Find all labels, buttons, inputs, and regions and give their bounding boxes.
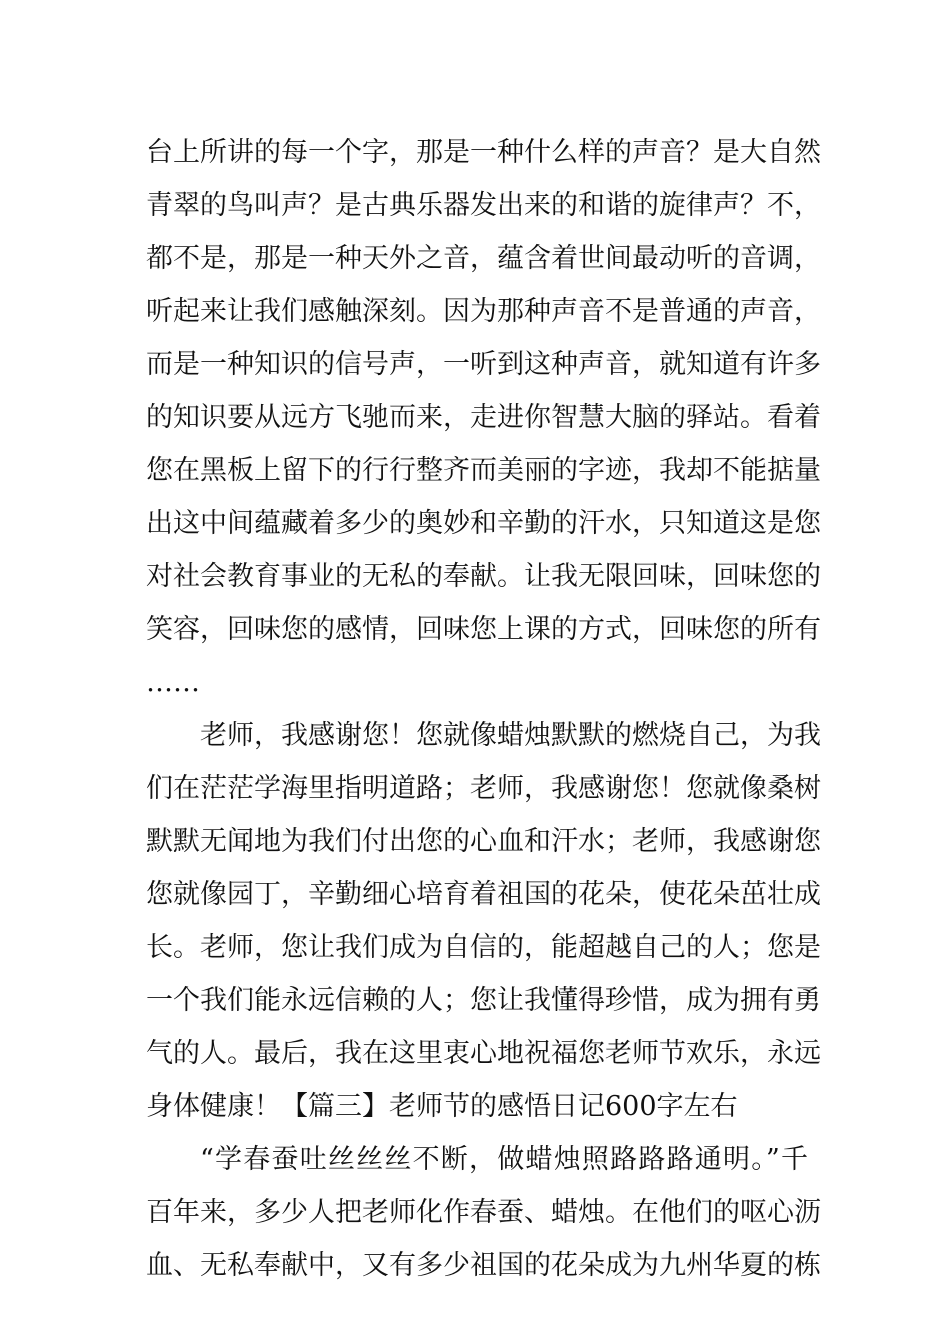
text-line: 长。老师，您让我们成为自信的，能超越自己的人；您是: [146, 932, 821, 963]
text-line: 一个我们能永远信赖的人；您让我懂得珍惜，成为拥有勇: [146, 985, 821, 1016]
text-line: 出这中间蕴藏着多少的奥妙和辛勤的汗水，只知道这是您: [146, 508, 821, 539]
text-line: 您就像园丁，辛勤细心培育着祖国的花朵，使花朵茁壮成: [146, 879, 821, 910]
text-line: 听起来让我们感触深刻。因为那种声音不是普通的声音，: [146, 296, 821, 327]
text-line: 青翠的鸟叫声？是古典乐器发出来的和谐的旋律声？不，: [146, 190, 821, 221]
text-line: 的知识要从远方飞驰而来，走进你智慧大脑的驿站。看着: [146, 402, 821, 433]
text-line: ……: [146, 667, 200, 698]
text-line: 而是一种知识的信号声，一听到这种声音，就知道有许多: [146, 349, 821, 380]
text-line: 身体健康！【篇三】老师节的感悟日记600字左右: [146, 1091, 738, 1122]
paragraph-2: [146, 709, 821, 1133]
text-line: 台上所讲的每一个字，那是一种什么样的声音？是大自然: [146, 137, 821, 168]
document-body: [146, 126, 821, 1292]
paragraph-3: [146, 1133, 821, 1292]
text-line: “学春蚕吐丝丝丝不断，做蜡烛照路路路通明。”千: [200, 1144, 808, 1175]
text-line: 们在茫茫学海里指明道路；老师，我感谢您！您就像桑树: [146, 773, 821, 804]
text-line: 百年来，多少人把老师化作春蚕、蜡烛。在他们的呕心沥: [146, 1197, 821, 1228]
text-line: 对社会教育事业的无私的奉献。让我无限回味，回味您的: [146, 561, 821, 592]
text-line: 笑容，回味您的感情，回味您上课的方式，回味您的所有: [146, 614, 821, 645]
text-line: 老师，我感谢您！您就像蜡烛默默的燃烧自己，为我: [200, 720, 821, 751]
text-line: 血、无私奉献中，又有多少祖国的花朵成为九州华夏的栋: [146, 1250, 821, 1281]
text-line: 都不是，那是一种天外之音，蕴含着世间最动听的音调，: [146, 243, 821, 274]
text-line: 气的人。最后，我在这里衷心地祝福您老师节欢乐，永远: [146, 1038, 821, 1069]
paragraph-1: [146, 126, 821, 709]
text-line: 默默无闻地为我们付出您的心血和汗水；老师，我感谢您: [146, 826, 821, 857]
text-line: 您在黑板上留下的行行整齐而美丽的字迹，我却不能掂量: [146, 455, 821, 486]
